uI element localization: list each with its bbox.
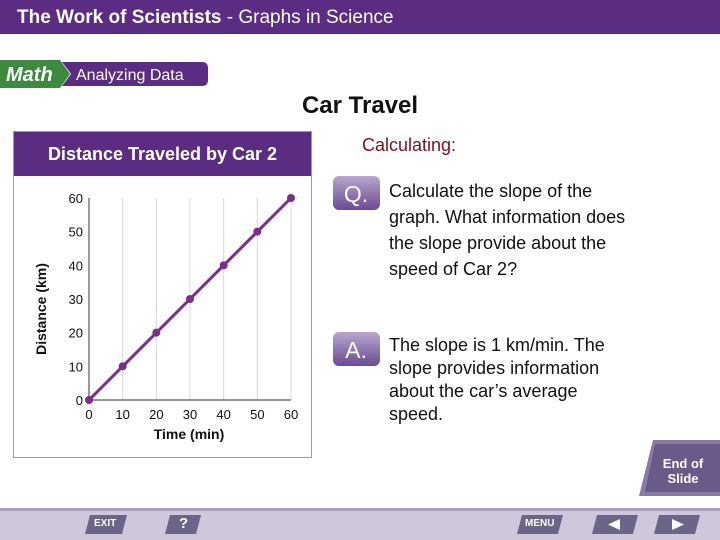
analyzing-data-label: Analyzing Data xyxy=(76,67,184,84)
y-tick-label: 10 xyxy=(68,359,83,375)
x-tick-label: 50 xyxy=(250,407,265,422)
help-label: ? xyxy=(179,515,189,532)
x-tick-label: 0 xyxy=(85,407,93,422)
x-tick-label: 60 xyxy=(283,407,299,422)
end-label-line1: End of xyxy=(662,456,704,471)
calculating-label: Calculating: xyxy=(362,135,457,155)
y-axis-label: Distance (km) xyxy=(33,263,49,355)
data-point xyxy=(152,329,160,337)
answer-text xyxy=(389,334,669,426)
math-banner xyxy=(0,58,210,90)
question-line: Calculate the slope of the xyxy=(389,181,593,201)
data-point xyxy=(220,261,228,269)
header-bar xyxy=(0,0,720,34)
y-tick-label: 40 xyxy=(68,258,83,274)
answer-line: slope provides information xyxy=(389,358,600,378)
menu-label: MENU xyxy=(525,518,555,529)
title-subtitle: - Graphs in Science xyxy=(221,7,394,28)
data-point xyxy=(186,295,194,303)
chart-panel xyxy=(13,131,312,458)
y-tick-label: 20 xyxy=(68,325,83,341)
x-tick-label: 10 xyxy=(115,407,130,422)
title-main: The Work of Scientists xyxy=(17,7,222,28)
x-tick-label: 30 xyxy=(182,407,198,422)
question-line: speed of Car 2? xyxy=(389,259,518,279)
x-tick-label: 40 xyxy=(216,407,231,422)
end-label-line2: Slide xyxy=(667,471,699,486)
answer-line: speed. xyxy=(389,404,444,424)
x-tick-label: 20 xyxy=(149,407,164,422)
question-text xyxy=(389,178,689,282)
answer-badge xyxy=(333,332,380,366)
question-line: the slope provide about the xyxy=(389,233,607,253)
data-point xyxy=(85,396,93,404)
previous-button[interactable] xyxy=(592,515,638,534)
end-of-slide-label xyxy=(643,456,720,486)
exit-label: EXIT xyxy=(94,518,117,529)
line-chart xyxy=(14,176,311,456)
math-label: Math xyxy=(6,64,53,86)
y-tick-label: 30 xyxy=(68,292,83,307)
question-badge xyxy=(333,176,380,210)
data-point xyxy=(253,228,261,236)
answer-line: The slope is 1 km/min. The xyxy=(389,335,605,355)
y-tick-label: 50 xyxy=(68,224,83,240)
data-point xyxy=(119,362,127,370)
chart-title: Distance Traveled by Car 2 xyxy=(14,132,311,176)
next-button[interactable] xyxy=(654,515,700,534)
y-tick-label: 0 xyxy=(75,393,83,408)
question-line: graph. What information does xyxy=(389,207,626,227)
data-point xyxy=(287,194,295,202)
answer-badge-label: A. xyxy=(345,337,367,363)
y-tick-label: 60 xyxy=(68,191,83,206)
question-badge-label: Q. xyxy=(343,181,369,207)
page-title xyxy=(17,7,394,29)
slide-title: Car Travel xyxy=(301,92,419,119)
x-axis-label: Time (min) xyxy=(153,426,225,442)
answer-line: about the car’s average xyxy=(389,381,578,401)
